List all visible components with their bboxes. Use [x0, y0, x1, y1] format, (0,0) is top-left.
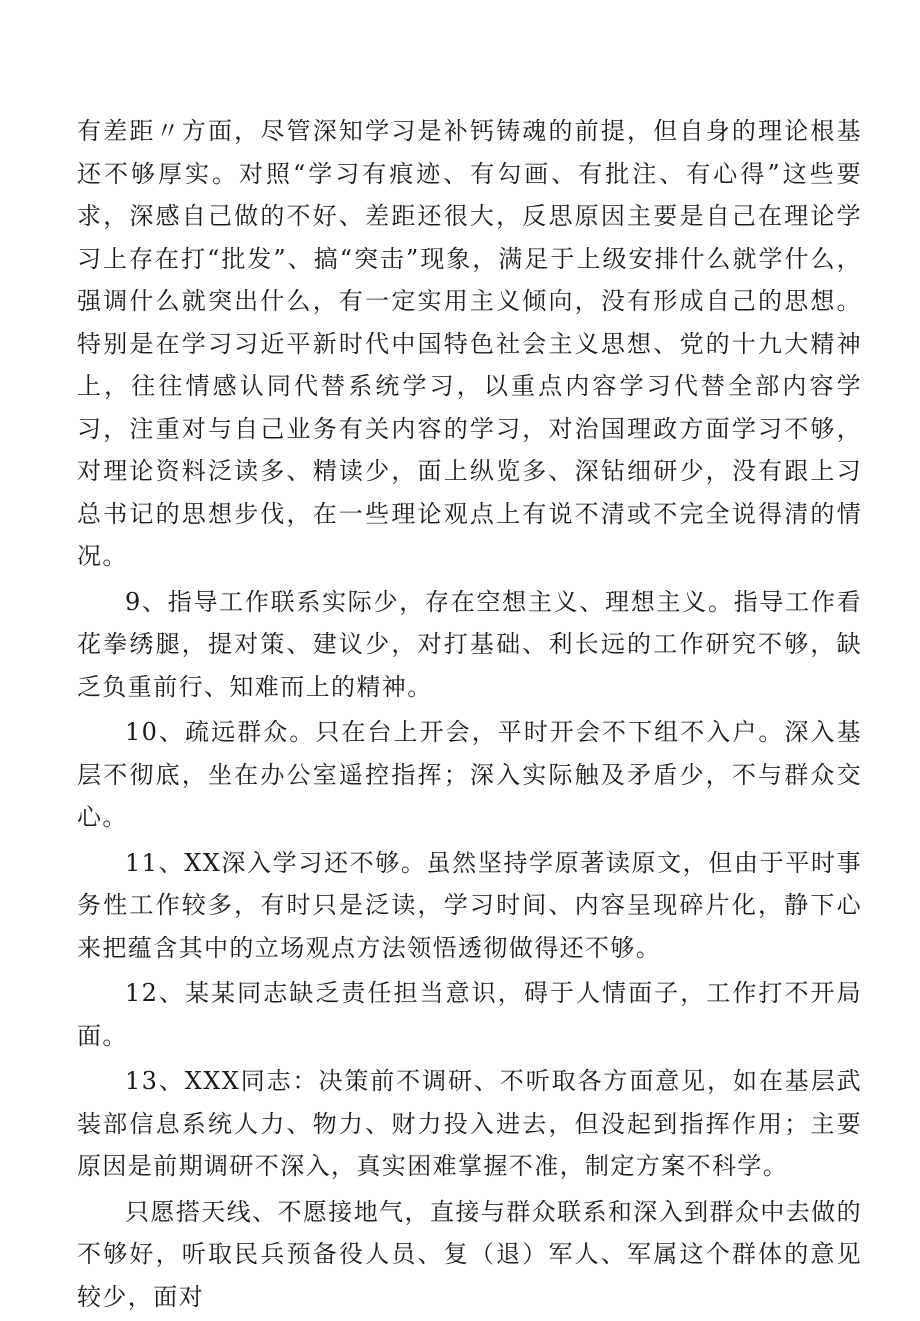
document-body: [77, 110, 862, 1321]
paragraph-final: 只愿搭天线、不愿接地气，直接与群众联系和深入到群众中去做的不够好，听取民兵预备役人员、复（退）军人、军属这个群体的意见较少，面对: [77, 1197, 862, 1311]
paragraph-item-10: 10、疏远群众。只在台上开会，平时开会不下组不入户。深入基层不彻底，坐在办公室遥控指挥；深入实际触及矛盾少，不与群众交心。: [77, 718, 862, 831]
paragraph-continuation: 有差距〃方面，尽管深知学习是补钙铸魂的前提，但自身的理论根基还不够厚实。对照“学习有痕迹、有勾画、有批注、有心得”这些要求，深感自己做的不好、差距还很大，反思原因主要是自己在理论学习上存在打“批发”、搞“突击”现象，满足于上级安排什么就学什么，强调什么就突出什么，有一定实用主义倾向，没有形成自己的思想。特别是在学习习近平新时代中国特色社会主义思想、党的十九大精神上，往往情感认同代替系统学习，以重点内容学习代替全部内容学习，注重对与自己业务有关内容的学习，对治国理政方面学习不够，对理论资料泛读多、精读少，面上纵览多、深钻细研少，没有跟上习总书记的思想步伐，在一些理论观点上有说不清或不完全说得清的情况。: [77, 117, 862, 570]
paragraph-item-9: 9、指导工作联系实际少，存在空想主义、理想主义。指导工作看花拳绣腿，提对策、建议少，对打基础、利长远的工作研究不够，缺乏负重前行、知难而上的精神。: [77, 587, 862, 701]
paragraph-item-12: 12、某某同志缺乏责任担当意识，碍于人情面子，工作打不开局面。: [77, 979, 862, 1050]
paragraph-item-13: 13、XXX同志：决策前不调研、不听取各方面意见，如在基层武装部信息系统人力、物力、财力投入进去，但没起到指挥作用；主要原因是前期调研不深入，真实困难掌握不准，制定方案不科学。: [77, 1067, 862, 1180]
paragraph-item-11: 11、XX深入学习还不够。虽然坚持学原著读原文，但由于平时事务性工作较多，有时只是泛读，学习时间、内容呈现碎片化，静下心来把蕴含其中的立场观点方法领悟透彻做得还不够。: [77, 848, 862, 962]
